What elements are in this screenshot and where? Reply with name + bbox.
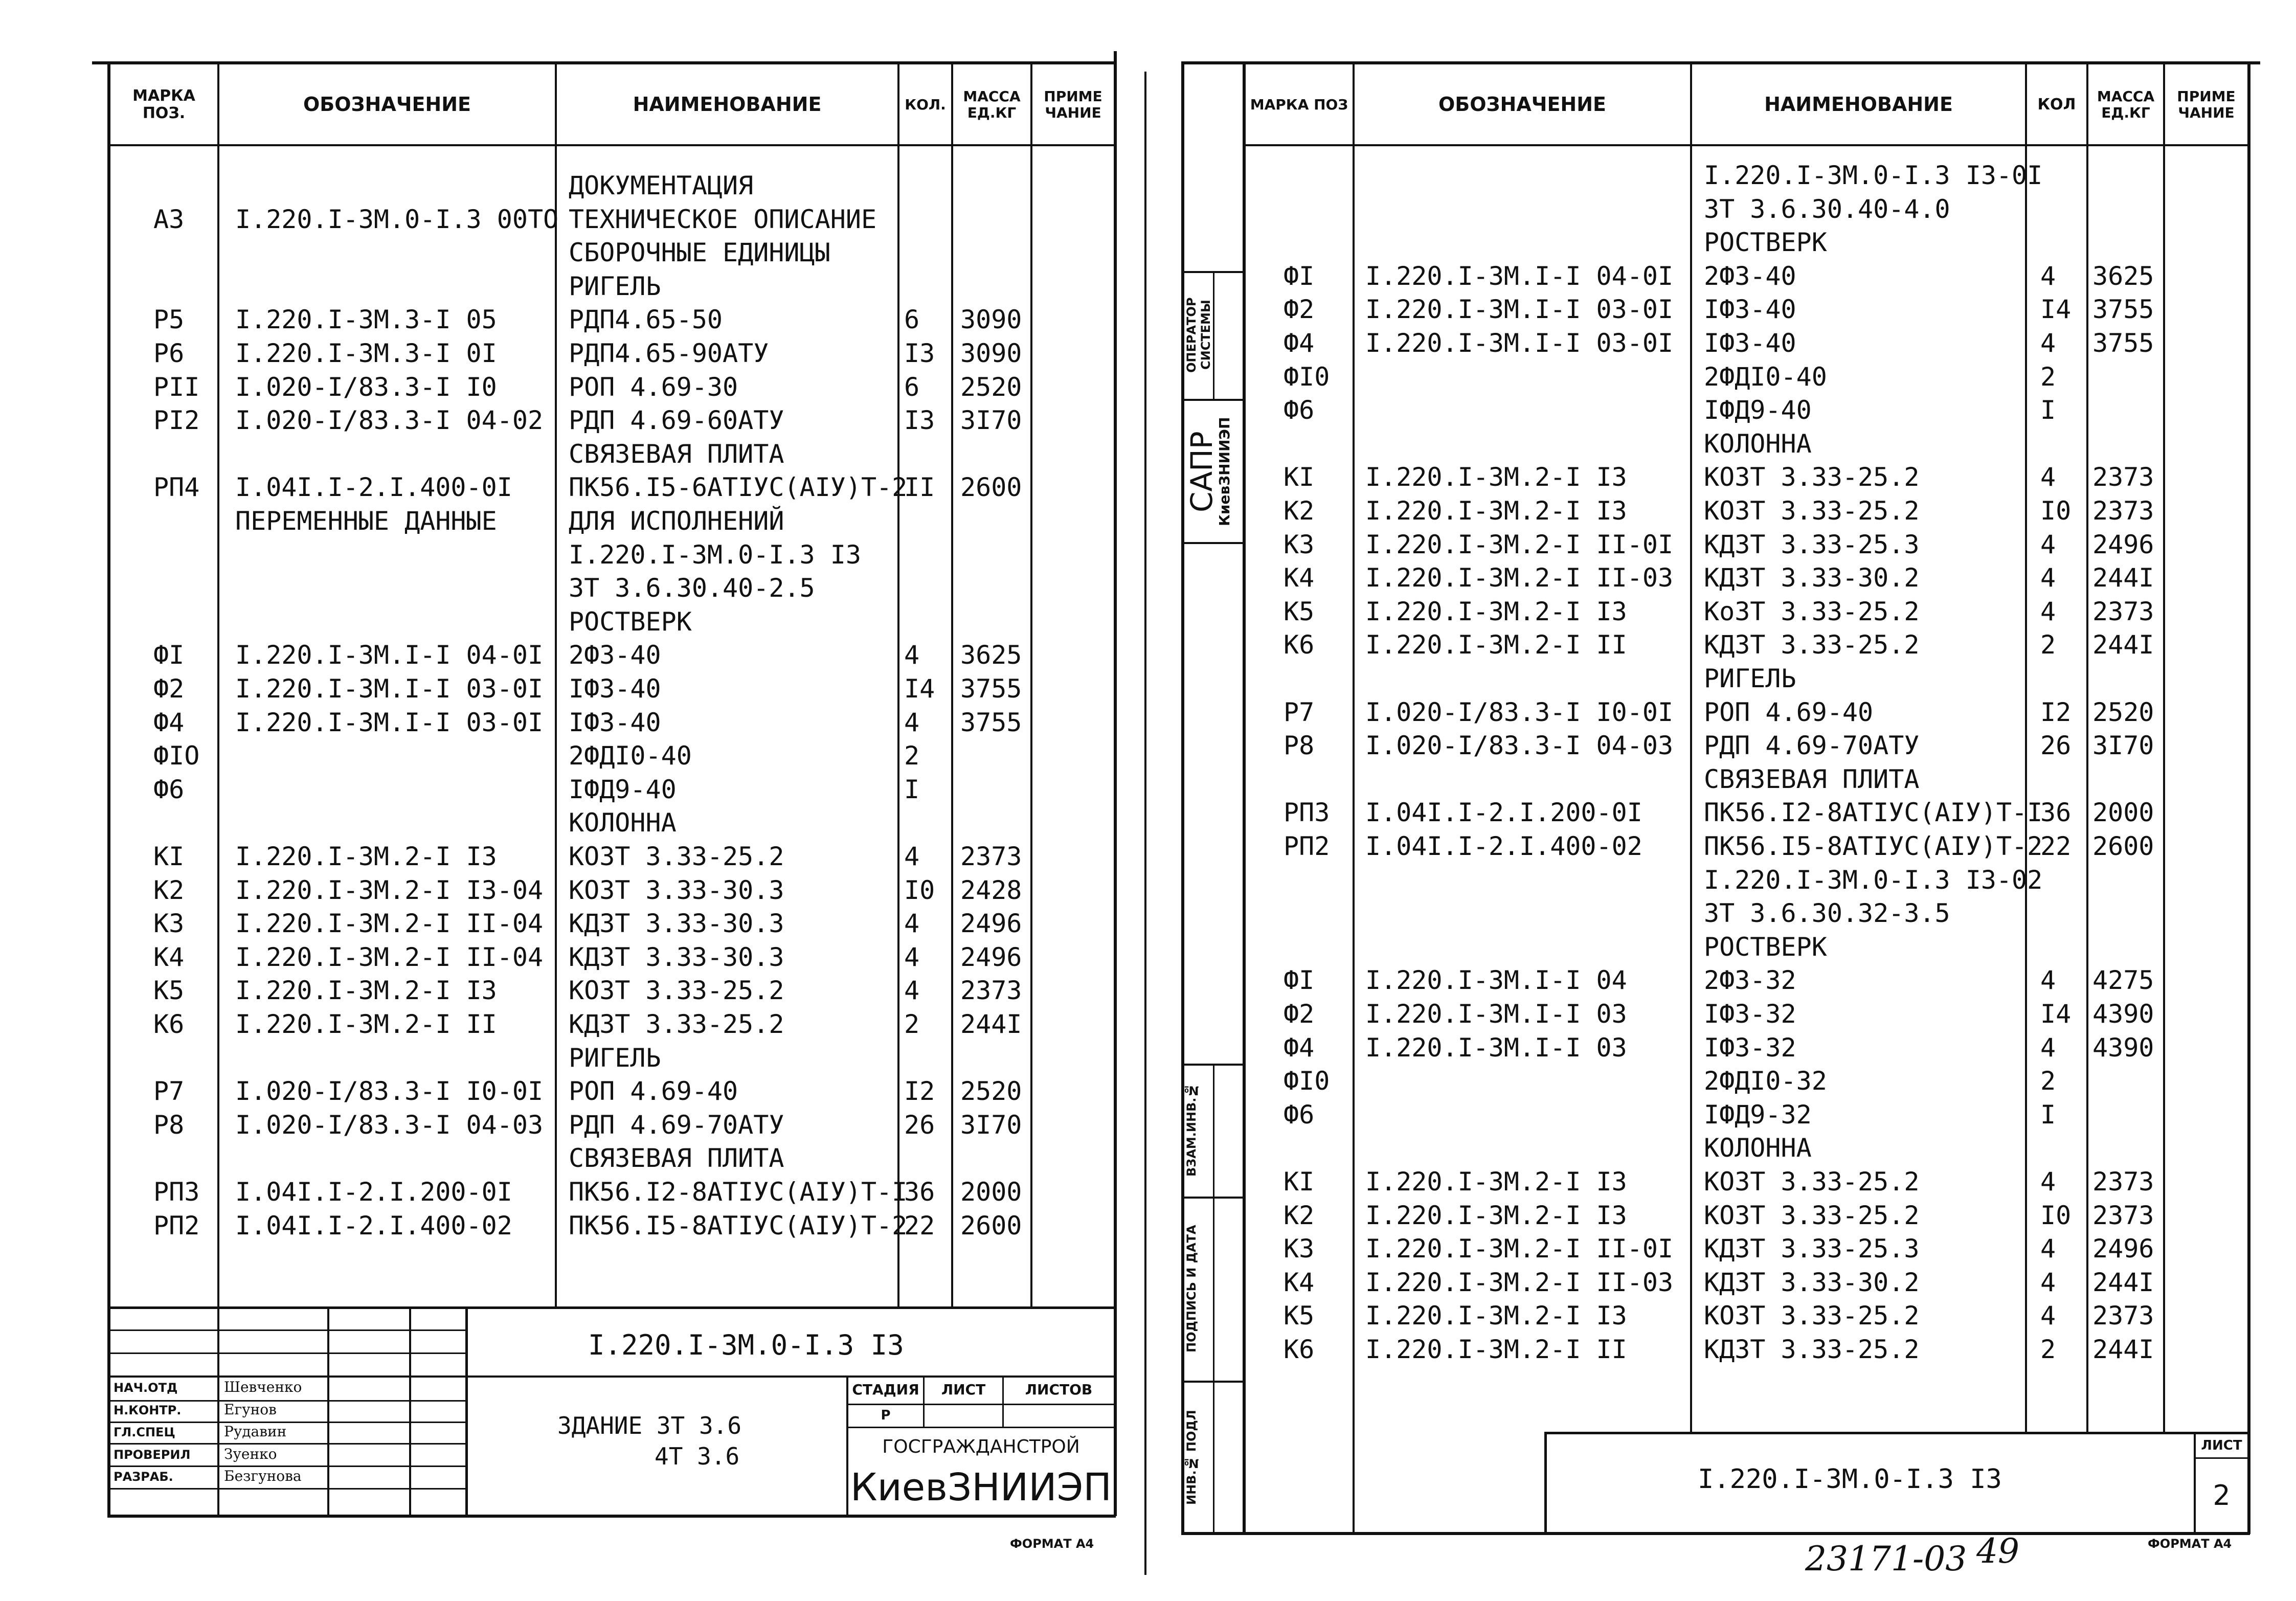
name-cell: КОЗТ 3.33-25.2 [1704, 496, 1920, 526]
name-cell: СВЯЗЕВАЯ ПЛИТА [569, 1143, 784, 1174]
mark-cell: РП2 [1284, 831, 1330, 861]
mark-cell: РП2 [153, 1210, 200, 1241]
mark-cell: А3 [153, 204, 185, 234]
qty-cell: I4 [2040, 999, 2072, 1029]
qty-cell: 2 [2040, 1066, 2056, 1096]
qty-cell: 4 [2040, 261, 2056, 291]
right-header-name: НАИМЕНОВАНИЕ [1764, 93, 1953, 116]
name-cell: РОП 4.69-30 [569, 372, 738, 402]
name-cell: ПК56.I5-8АТIУС(АIУ)Т-2 [569, 1210, 908, 1241]
designation-cell: I.220.I-3М.2-I I3 [1365, 1200, 1627, 1230]
name-cell: IФ3-40 [569, 707, 661, 737]
mark-cell: К6 [1284, 1335, 1315, 1364]
qty-cell: 4 [2040, 462, 2056, 492]
name-cell: РОП 4.69-40 [1704, 697, 1874, 727]
mark-cell: КI [153, 842, 185, 871]
mass-cell: 2520 [2092, 697, 2154, 727]
mass-cell: 2496 [2092, 529, 2154, 559]
right-header-mark: МАРКА ПОЗ [1250, 96, 1348, 113]
name-cell: РОП 4.69-40 [569, 1076, 738, 1107]
qty-cell: 4 [2040, 328, 2056, 358]
designation-cell: I.04I.I-2.I.200-0I [1365, 798, 1642, 828]
qty-cell: 22 [2040, 831, 2072, 861]
name-cell: КОЛОННА [1704, 1133, 1812, 1163]
mark-cell: ФI [1284, 261, 1315, 291]
mass-cell: 4275 [2092, 965, 2154, 996]
designation-cell: I.220.I-3М.I-I 04-0I [235, 640, 544, 670]
designation-cell: I.220.I-3М.2-I I3 [1365, 462, 1627, 492]
designation-cell: I.220.I-3М.2-I II-0I [1365, 529, 1674, 559]
mark-cell: К2 [1284, 1200, 1315, 1230]
name-cell: КДЗТ 3.33-25.2 [569, 1009, 784, 1039]
designation-cell: I.04I.I-2.I.400-0I [235, 472, 512, 503]
right-handwritten-page: 49 [1976, 1531, 2019, 1571]
designation-cell: I.220.I-3М.I-I 04-0I [1365, 261, 1674, 291]
mark-cell: Р8 [153, 1110, 185, 1140]
designation-cell: I.220.I-3М.I-I 03 [1365, 1032, 1627, 1063]
designation-cell: I.220.I-3М.2-I II [235, 1009, 497, 1039]
mass-cell: 4390 [2092, 1032, 2154, 1063]
designation-cell: I.220.I-3М.2-I I3 [1365, 496, 1627, 526]
mass-cell: 3755 [960, 674, 1022, 704]
left-header-name: НАИМЕНОВАНИЕ [633, 93, 822, 116]
mark-cell: ФI [153, 640, 185, 670]
designation-cell: I.020-I/83.3-I I0-0I [235, 1076, 544, 1107]
name-cell: КОЗТ 3.33-25.2 [1704, 462, 1920, 492]
left-header-qty: КОЛ. [905, 96, 946, 113]
right-handwritten-code: 23171-03 [1805, 1539, 1967, 1579]
name-cell: КДЗТ 3.33-25.2 [1704, 630, 1920, 660]
side-label: ПОДПИСЬ И ДАТА [1184, 1225, 1199, 1352]
side-label: ИНВ.№ ПОДЛ [1184, 1410, 1199, 1505]
name-cell: 2Ф3-40 [1704, 261, 1796, 291]
mark-cell: ФIO [153, 741, 200, 771]
mark-cell: Р8 [1284, 731, 1315, 761]
left-header-note: ПРИМЕ ЧАНИЕ [1044, 87, 1102, 121]
mark-cell: К2 [1284, 496, 1315, 526]
qty-cell: 4 [2040, 1167, 2056, 1197]
designation-cell: I.220.I-3М.I-I 03-0I [235, 707, 544, 737]
designation-cell: I.220.I-3М.3-I 0I [235, 339, 497, 368]
mark-cell: Р5 [153, 305, 185, 335]
mark-cell: Р7 [1284, 697, 1315, 727]
mark-cell: Ф4 [1284, 328, 1315, 358]
name-cell: 2Ф3-32 [1704, 965, 1796, 996]
name-cell: IФД9-32 [1704, 1099, 1812, 1130]
mark-cell: РП3 [1284, 798, 1330, 828]
qty-cell: 4 [2040, 529, 2056, 559]
designation-cell: I.220.I-3М.2-I II-03 [1365, 563, 1674, 593]
right-stamp-sapr: САПР [1184, 431, 1219, 512]
designation-cell: I.04I.I-2.I.400-02 [235, 1210, 512, 1241]
designation-cell: I.020-I/83.3-I 04-02 [235, 405, 544, 436]
right-format-note: ФОРМАТ А4 [2148, 1537, 2232, 1551]
name-cell: I.220.I-3М.0-I.3 I3-02 [1704, 865, 2043, 895]
mark-cell: К3 [1284, 529, 1315, 559]
mark-cell: К4 [153, 942, 185, 972]
name-cell: I.220.I-3М.0-I.3 I3 [569, 539, 861, 570]
right-header-note: ПРИМЕ ЧАНИЕ [2177, 87, 2236, 121]
name-cell: IФ3-32 [1704, 1032, 1796, 1063]
qty-cell: 4 [2040, 563, 2056, 593]
mark-cell: КI [1284, 462, 1315, 492]
mass-cell: 2000 [960, 1177, 1022, 1207]
mass-cell: 3755 [2092, 328, 2154, 358]
name-cell: РДП 4.69-70АТУ [569, 1110, 784, 1140]
name-cell: СВЯЗЕВАЯ ПЛИТА [1704, 764, 1920, 794]
designation-cell: I.020-I/83.3-I 04-03 [235, 1110, 544, 1140]
designation-cell: I.220.I-3М.2-I I3 [1365, 596, 1627, 626]
mark-cell: К6 [153, 1009, 185, 1039]
name-cell: ДОКУМЕНТАЦИЯ [569, 171, 754, 200]
name-cell: ПК56.I5-6АТIУС(АIУ)Т-2 [569, 472, 908, 503]
name-cell: 2ФДI0-40 [1704, 362, 1827, 392]
name-cell: КДЗТ 3.33-30.3 [569, 909, 784, 939]
mass-cell: 2373 [960, 842, 1022, 871]
designation-cell: I.220.I-3М.2-I II-04 [235, 942, 544, 972]
qty-cell: I3 [904, 339, 935, 368]
name-cell: ТЕХНИЧЕСКОЕ ОПИСАНИЕ [569, 204, 877, 234]
name-cell: КОЛОННА [1704, 429, 1812, 459]
designation-cell: I.020-I/83.3-I I0-0I [1365, 697, 1674, 727]
qty-cell: 4 [904, 842, 920, 871]
name-cell: ДЛЯ ИСПОЛНЕНИЙ [569, 506, 784, 536]
designation-cell: I.220.I-3М.2-I I3 [235, 976, 497, 1006]
qty-cell: I2 [904, 1076, 935, 1107]
name-cell: ЗТ 3.6.30.40-2.5 [569, 573, 815, 603]
staff-name: Безгунова [224, 1468, 302, 1484]
mass-cell: 2520 [960, 1076, 1022, 1107]
qty-cell: 26 [904, 1110, 935, 1140]
qty-cell: 2 [2040, 630, 2056, 660]
mark-cell: К2 [153, 875, 185, 905]
name-cell: РОСТВЕРК [569, 606, 692, 637]
name-cell: РИГЕЛЬ [569, 1043, 661, 1073]
qty-cell: 4 [904, 909, 920, 939]
mark-cell: К5 [1284, 1301, 1315, 1331]
mass-cell: 2373 [2092, 1200, 2154, 1230]
right-sheet-number: 2 [2213, 1479, 2231, 1512]
staff-role: НАЧ.ОТД [114, 1381, 178, 1395]
mass-cell: 2373 [2092, 496, 2154, 526]
mass-cell: 2600 [2092, 831, 2154, 861]
mark-cell: РП4 [153, 472, 200, 503]
staff-name: Егунов [224, 1401, 277, 1418]
staff-name: Зуенко [224, 1445, 277, 1462]
right-stamp-operator: ОПЕРАТОР СИСТЕМЫ [1184, 297, 1213, 373]
name-cell: РОСТВЕРК [1704, 932, 1827, 962]
qty-cell: 2 [904, 1009, 920, 1039]
staff-name: Рудавин [224, 1423, 287, 1440]
designation-cell: I.220.I-3М.I-I 03-0I [1365, 328, 1674, 358]
qty-cell: 4 [2040, 1234, 2056, 1264]
designation-cell: I.220.I-3М.2-I I3 [1365, 1167, 1627, 1197]
name-cell: I.220.I-3М.0-I.3 I3-0I [1704, 161, 2043, 190]
designation-cell: I.220.I-3М.I-I 03-0I [1365, 295, 1674, 325]
name-cell: ПК56.I2-8АТIУС(АIУ)Т-I [569, 1177, 908, 1207]
right-sheet-label: ЛИСТ [2201, 1437, 2242, 1453]
designation-cell: I.220.I-3М.2-I II-0I [1365, 1234, 1674, 1264]
mark-cell: Р7 [153, 1076, 185, 1107]
mass-cell: 3090 [960, 305, 1022, 335]
qty-cell: 4 [904, 942, 920, 972]
qty-cell: I3 [904, 405, 935, 436]
mass-cell: 244I [2092, 1335, 2154, 1364]
mass-cell: 2373 [2092, 1301, 2154, 1331]
qty-cell: 4 [904, 640, 920, 670]
designation-cell: I.220.I-3М.2-I II [1365, 630, 1627, 660]
name-cell: КОЗТ 3.33-25.2 [1704, 1167, 1920, 1197]
designation-cell: I.220.I-3М.I-I 03-0I [235, 674, 544, 704]
name-cell: IФД9-40 [569, 774, 677, 804]
mark-cell: ФI0 [1284, 1066, 1330, 1096]
mark-cell: Ф4 [153, 707, 185, 737]
designation-cell: I.220.I-3М.2-I I3 [1365, 1301, 1627, 1331]
mass-cell: 3I70 [2092, 731, 2154, 761]
qty-cell: I0 [904, 875, 935, 905]
mass-cell: 244I [2092, 563, 2154, 593]
mark-cell: Ф4 [1284, 1032, 1315, 1063]
designation-cell: I.220.I-3М.I-I 04 [1365, 965, 1627, 996]
left-building-line2: 4Т 3.6 [655, 1442, 740, 1470]
left-header-mark: МАРКА ПОЗ. [132, 86, 195, 122]
mass-cell: 3625 [2092, 261, 2154, 291]
name-cell: КДЗТ 3.33-30.2 [1704, 563, 1920, 593]
mass-cell: 244I [960, 1009, 1022, 1039]
mass-cell: 2496 [960, 942, 1022, 972]
name-cell: КОЛОННА [569, 808, 677, 838]
qty-cell: II [904, 472, 935, 503]
name-cell: КОЗТ 3.33-25.2 [569, 842, 784, 871]
mass-cell: 2373 [2092, 462, 2154, 492]
right-stamp-org: КиевЗНИИЭП [1216, 417, 1233, 527]
name-cell: РОСТВЕРК [1704, 228, 1827, 258]
name-cell: IФ3-40 [1704, 295, 1796, 325]
designation-cell: I.020-I/83.3-I I0 [235, 372, 497, 402]
name-cell: ПК56.I2-8АТIУС(АIУ)Т-I [1704, 798, 2043, 828]
qty-cell: 22 [904, 1210, 935, 1241]
qty-cell: 2 [904, 741, 920, 771]
mass-cell: 3I70 [960, 405, 1022, 436]
name-cell: ПК56.I5-8АТIУС(АIУ)Т-2 [1704, 831, 2043, 861]
name-cell: РДП 4.69-70АТУ [1704, 731, 1920, 761]
name-cell: КОЗТ 3.33-25.2 [1704, 1301, 1920, 1331]
mass-cell: 2496 [960, 909, 1022, 939]
mark-cell: К3 [1284, 1234, 1315, 1264]
right-header-mass: МАССА ЕД.КГ [2097, 87, 2155, 121]
mass-cell: 2373 [2092, 1167, 2154, 1197]
name-cell: КоЗТ 3.33-25.2 [1704, 596, 1920, 626]
name-cell: IФ3-32 [1704, 999, 1796, 1029]
designation-cell: I.220.I-3М.2-I II [1365, 1335, 1627, 1364]
mark-cell: К4 [1284, 563, 1315, 593]
mark-cell: КI [1284, 1167, 1315, 1197]
mass-cell: 3755 [960, 707, 1022, 737]
qty-cell: 4 [2040, 596, 2056, 626]
mass-cell: 2000 [2092, 798, 2154, 828]
right-doc-code: I.220.I-3М.0-I.3 I3 [1698, 1464, 2002, 1495]
qty-cell: 2 [2040, 362, 2056, 392]
left-format-note: ФОРМАТ А4 [1010, 1537, 1094, 1551]
name-cell: КДЗТ 3.33-25.3 [1704, 1234, 1920, 1264]
qty-cell: I4 [2040, 295, 2072, 325]
staff-role: Н.КОНТР. [114, 1403, 182, 1417]
name-cell: 2Ф3-40 [569, 640, 661, 670]
name-cell: ЗТ 3.6.30.32-3.5 [1704, 898, 1950, 929]
mass-cell: 2428 [960, 875, 1022, 905]
name-cell: РДП4.65-90АТУ [569, 339, 769, 368]
qty-cell: I [2040, 1099, 2056, 1130]
name-cell: IФ3-40 [569, 674, 661, 704]
left-doc-code: I.220.I-3М.0-I.3 I3 [588, 1329, 904, 1361]
name-cell: РИГЕЛЬ [569, 271, 661, 301]
mark-cell: К5 [153, 976, 185, 1006]
left-org-upper: ГОСГРАЖДАНСТРОЙ [882, 1436, 1080, 1458]
left-stage-label: СТАДИЯ [852, 1381, 919, 1399]
sheet-divider [1144, 72, 1146, 1575]
mark-cell: Ф2 [1284, 999, 1315, 1029]
name-cell: КДЗТ 3.33-25.2 [1704, 1335, 1920, 1364]
mass-cell: 3090 [960, 339, 1022, 368]
designation-cell: I.220.I-3М.2-I I3-04 [235, 875, 544, 905]
mark-cell: ФI0 [1284, 362, 1330, 392]
mass-cell: 2520 [960, 372, 1022, 402]
mark-cell: Р6 [153, 339, 185, 368]
name-cell: КОЗТ 3.33-25.2 [569, 976, 784, 1006]
mass-cell: 3625 [960, 640, 1022, 670]
designation-cell: I.020-I/83.3-I 04-03 [1365, 731, 1674, 761]
name-cell: КОЗТ 3.33-25.2 [1704, 1200, 1920, 1230]
mass-cell: 2373 [960, 976, 1022, 1006]
mass-cell: 244I [2092, 1267, 2154, 1297]
qty-cell: I [2040, 395, 2056, 425]
left-header-mass: МАССА ЕД.КГ [963, 87, 1021, 121]
right-header-designation: ОБОЗНАЧЕНИЕ [1438, 93, 1606, 116]
mark-cell: К4 [1284, 1267, 1315, 1297]
mark-cell: Ф6 [153, 774, 185, 804]
name-cell: 2ФДI0-40 [569, 741, 692, 771]
qty-cell: I [904, 774, 920, 804]
qty-cell: 4 [904, 976, 920, 1006]
mass-cell: 244I [2092, 630, 2154, 660]
name-cell: СБОРОЧНЫЕ ЕДИНИЦЫ [569, 238, 830, 268]
mark-cell: К6 [1284, 630, 1315, 660]
mark-cell: К3 [153, 909, 185, 939]
qty-cell: 36 [904, 1177, 935, 1207]
left-building-line1: ЗДАНИЕ ЗТ 3.6 [557, 1412, 742, 1439]
staff-name: Шевченко [224, 1379, 302, 1395]
name-cell: КДЗТ 3.33-30.2 [1704, 1267, 1920, 1297]
mass-cell: 2600 [960, 1210, 1022, 1241]
mark-cell: Ф2 [153, 674, 185, 704]
designation-cell: ПЕРЕМЕННЫЕ ДАННЫЕ [235, 506, 497, 536]
qty-cell: 4 [2040, 1301, 2056, 1331]
left-org-lower: КиевЗНИИЭП [850, 1465, 1112, 1510]
qty-cell: 26 [2040, 731, 2072, 761]
mark-cell: Ф6 [1284, 1099, 1315, 1130]
staff-role: ПРОВЕРИЛ [114, 1447, 191, 1462]
mark-cell: РП3 [153, 1177, 200, 1207]
name-cell: РДП 4.69-60АТУ [569, 405, 784, 436]
qty-cell: 6 [904, 372, 920, 402]
qty-cell: I4 [904, 674, 935, 704]
name-cell: IФ3-40 [1704, 328, 1796, 358]
name-cell: IФД9-40 [1704, 395, 1812, 425]
left-sheets-label: ЛИСТОВ [1025, 1381, 1093, 1399]
qty-cell: I0 [2040, 1200, 2072, 1230]
designation-cell: I.04I.I-2.I.400-02 [1365, 831, 1642, 861]
mark-cell: ФI [1284, 965, 1315, 996]
qty-cell: I2 [2040, 697, 2072, 727]
right-header-qty: КОЛ [2037, 95, 2076, 114]
name-cell: КДЗТ 3.33-25.3 [1704, 529, 1920, 559]
mass-cell: 2496 [2092, 1234, 2154, 1264]
qty-cell: 4 [2040, 965, 2056, 996]
mass-cell: 2373 [2092, 596, 2154, 626]
side-label: ВЗАМ.ИНВ.№ [1184, 1083, 1199, 1177]
qty-cell: 6 [904, 305, 920, 335]
name-cell: РДП4.65-50 [569, 305, 723, 335]
designation-cell: I.220.I-3М.I-I 03 [1365, 999, 1627, 1029]
designation-cell: I.220.I-3М.2-I II-04 [235, 909, 544, 939]
qty-cell: 4 [904, 707, 920, 737]
designation-cell: I.04I.I-2.I.200-0I [235, 1177, 512, 1207]
mass-cell: 3755 [2092, 295, 2154, 325]
name-cell: ЗТ 3.6.30.40-4.0 [1704, 194, 1950, 224]
qty-cell: 36 [2040, 798, 2072, 828]
mark-cell: Ф6 [1284, 395, 1315, 425]
left-sheet-label: ЛИСТ [941, 1381, 986, 1399]
mark-cell: РII [153, 372, 200, 402]
name-cell: КДЗТ 3.33-30.3 [569, 942, 784, 972]
name-cell: СВЯЗЕВАЯ ПЛИТА [569, 439, 784, 469]
staff-role: ГЛ.СПЕЦ [114, 1425, 175, 1439]
name-cell: РИГЕЛЬ [1704, 664, 1796, 693]
mass-cell: 2600 [960, 472, 1022, 503]
qty-cell: I0 [2040, 496, 2072, 526]
mark-cell: РI2 [153, 405, 200, 436]
designation-cell: I.220.I-3М.3-I 05 [235, 305, 497, 335]
mass-cell: 3I70 [960, 1110, 1022, 1140]
designation-cell: I.220.I-3М.2-I I3 [235, 842, 497, 871]
mark-cell: К5 [1284, 596, 1315, 626]
left-stage-value: Р [881, 1408, 891, 1424]
designation-cell: I.220.I-3М.2-I II-03 [1365, 1267, 1674, 1297]
mark-cell: Ф2 [1284, 295, 1315, 325]
mass-cell: 4390 [2092, 999, 2154, 1029]
staff-role: РАЗРАБ. [114, 1470, 173, 1484]
designation-cell: I.220.I-3М.0-I.3 00ТО [235, 204, 559, 234]
name-cell: КОЗТ 3.33-30.3 [569, 875, 784, 905]
qty-cell: 4 [2040, 1032, 2056, 1063]
qty-cell: 2 [2040, 1335, 2056, 1364]
name-cell: 2ФДI0-32 [1704, 1066, 1827, 1096]
left-header-designation: ОБОЗНАЧЕНИЕ [303, 93, 471, 116]
qty-cell: 4 [2040, 1267, 2056, 1297]
